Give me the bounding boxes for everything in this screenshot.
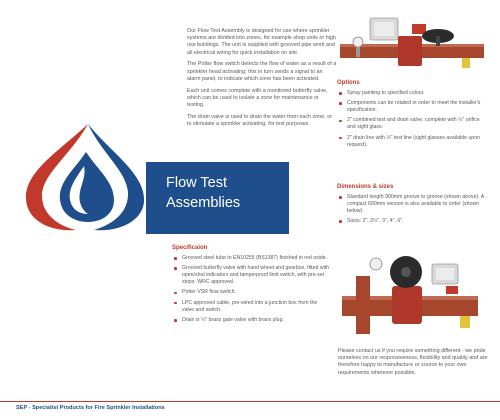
options-heading: Options: [337, 80, 360, 86]
dimensions-heading: Dimensions & sizes: [337, 184, 394, 190]
footer-divider: [0, 401, 500, 402]
dimensions-item: Sizes: 2", 2½", 3", 4", 6".: [337, 218, 485, 225]
specification-heading: Specificaion: [172, 245, 208, 251]
specification-item: Grooved butterfly valve with hand wheel and gearbox, fitted with open/shut indicators and tamperproof limit switch, with pre-set stops: WRC approved.: [172, 265, 330, 286]
specification-item: Potter VSR flow switch.: [172, 289, 330, 296]
specification-item: Grooved steel tube to EN10255 (BS1387) finished in red oxide.: [172, 255, 330, 262]
water-drop-logo-icon: [18, 122, 158, 234]
contact-text: Please contact us if you require something different - we pride ourselves on our responsiveness, flexibility and quality and are therefore happy to manufacture or source to your own requirements wherever possible.: [338, 348, 488, 376]
dimensions-section: [337, 184, 485, 228]
intro-paragraph: Our Flow Test Assembly is designed for use where sprinkler systems are divided into zones, for example shop units or high rise buildings. The unit is supplied with grooved pipe work and all electrical wiring for quick installation on site.: [187, 28, 336, 56]
contact-section: [338, 348, 488, 381]
intro-text: [187, 28, 337, 133]
specification-section: [172, 245, 330, 327]
options-item: Spray painting to specified colour.: [337, 90, 485, 97]
options-section: [337, 80, 485, 152]
page-title-line2: Assemblies: [166, 195, 241, 211]
flow-test-assembly-photo-long: [338, 14, 486, 82]
intro-paragraph: Each unit comes complete with a monitored butterfly valve, which can be used to isolate a zone for maintenance or testing.: [187, 87, 328, 109]
footer-text: SEP - Specialist Products for Fire Sprinkler Installations: [16, 405, 165, 411]
specification-item: LPC approved cable, pre-wired into a junction box from the valve and switch.: [172, 300, 330, 314]
intro-paragraph: The drain valve is used to drain the water from each zone, or to stimulate a sprinkler activating, for test purposes.: [187, 113, 333, 128]
page-title-line1: Flow Test: [166, 175, 227, 191]
intro-paragraph: The Potter flow switch detects the flow of water as a result of a sprinkler head activating; this in turn sends a signal to an alarm panel, to indicate which zone has been activated.: [187, 61, 337, 82]
specification-item: Drain is ½" brass gate valve with brass plug.: [172, 317, 330, 324]
flow-test-assembly-photo-compact: [336, 246, 484, 342]
options-item: 2" drain line with ½" test line (sight glasses available upon request).: [337, 135, 485, 149]
options-item: Components can be rotated in order to meet the installer's specification.: [337, 100, 485, 114]
options-item: 2" combined test and drain valve, complete with ½" orifice and sight glass.: [337, 117, 485, 131]
dimensions-item: Standard length 900mm groove to groove (shown above). A compact 600mm version is also available to order (shown below).: [337, 194, 485, 215]
